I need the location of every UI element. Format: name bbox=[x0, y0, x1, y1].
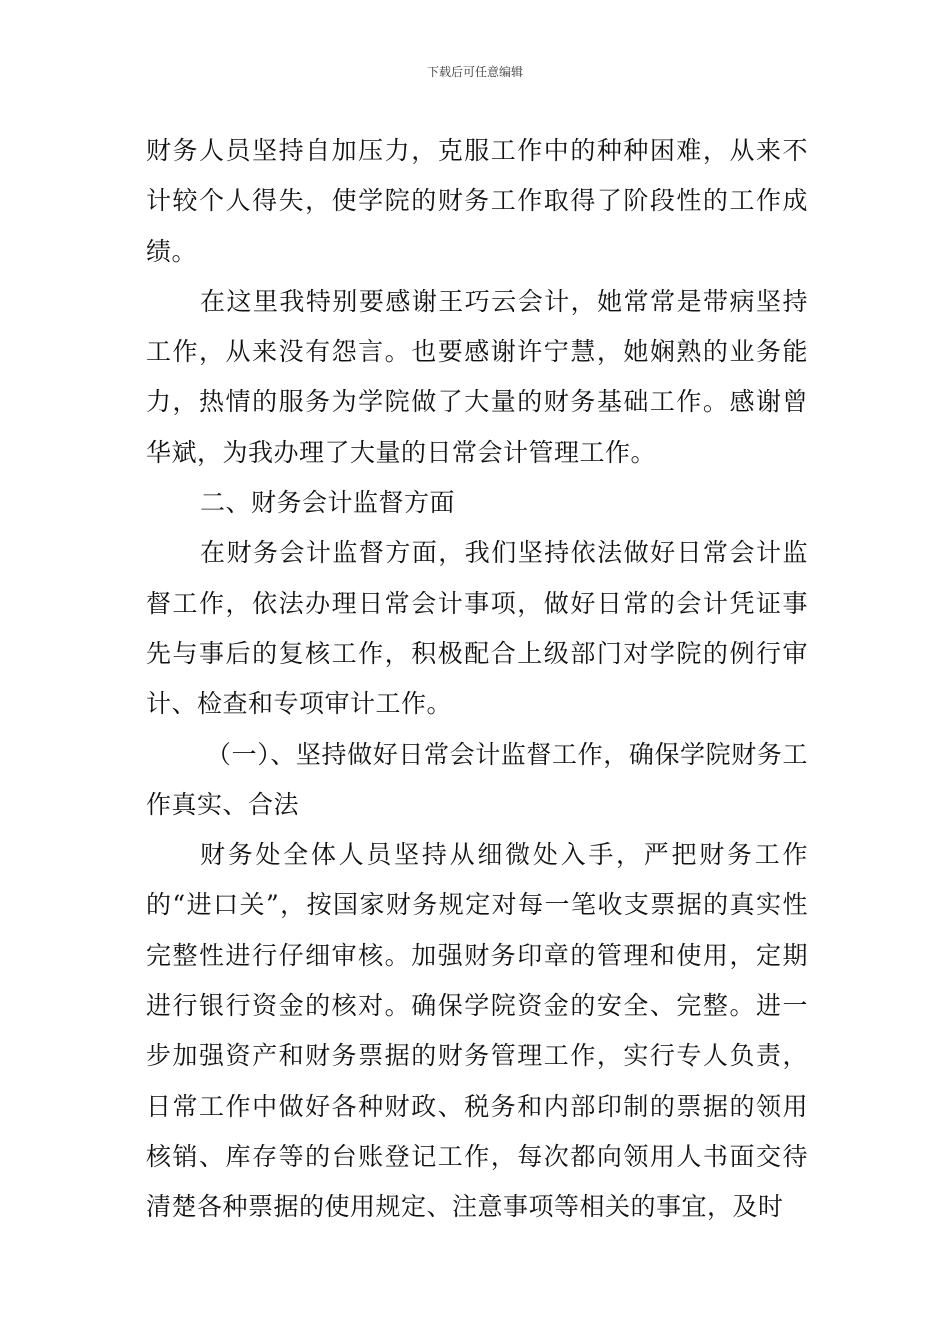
document-body bbox=[146, 126, 808, 1233]
paragraph-daily-supervision: 财务处全体人员坚持从细微处入手，严把财务工作的“进口关”，按国家财务规定对每一笔收支票据的真实性完整性进行仔细审核。加强财务印章的管理和使用，定期进行银行资金的核对。确保学院资金的安全、完整。进一步加强资产和财务票据的财务管理工作，实行专人负责，日常工作中做好各种财政、税务和内部印制的票据的领用核销、库存等的台账登记工作，每次都向领用人书面交待清楚各种票据的使用规定、注意事项等相关的事宜，及时 bbox=[146, 840, 808, 1222]
subsection-heading-daily-supervision: （一）、坚持做好日常会计监督工作，确保学院财务工作真实、合法 bbox=[146, 739, 808, 819]
paragraph-acknowledgements: 在这里我特别要感谢王巧云会计，她常常是带病坚持工作，从来没有怨言。也要感谢许宁慧，她娴熟的业务能力，热情的服务为学院做了大量的财务基础工作。感谢曾华斌，为我办理了大量的日常会计管理工作。 bbox=[146, 286, 808, 467]
page-header: 下载后可任意编辑 bbox=[426, 65, 523, 79]
section-heading-supervision: 二、财务会计监督方面 bbox=[200, 488, 456, 518]
paragraph-staff-effort: 财务人员坚持自加压力，克服工作中的种种困难，从来不计较个人得失，使学院的财务工作取得了阶段性的工作成绩。 bbox=[146, 136, 808, 266]
paragraph-supervision: 在财务会计监督方面，我们坚持依法做好日常会计监督工作，依法办理日常会计事项，做好日常的会计凭证事先与事后的复核工作，积极配合上级部门对学院的例行审计、检查和专项审计工作。 bbox=[146, 538, 808, 719]
